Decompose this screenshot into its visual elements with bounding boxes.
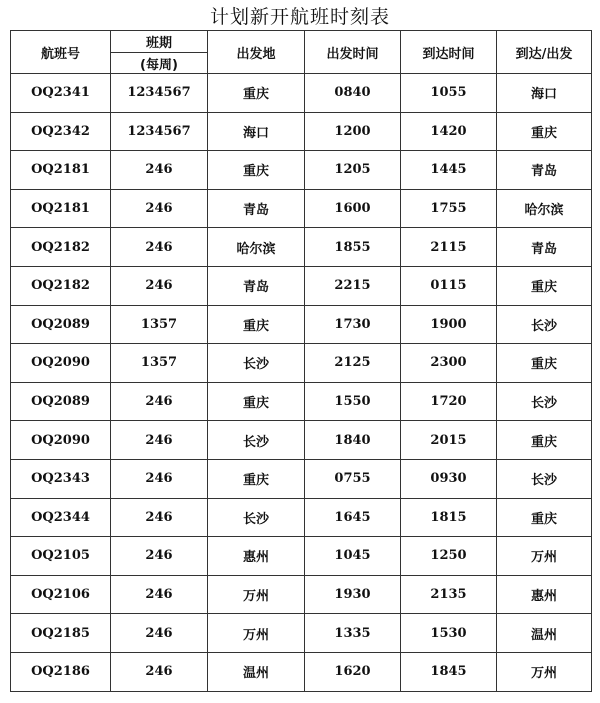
arrive-time-cell: 2135	[401, 575, 497, 614]
origin-cell: 青岛	[208, 266, 305, 305]
table-body	[11, 74, 592, 692]
depart-time-cell: 1550	[305, 382, 401, 421]
table-row	[11, 537, 592, 576]
origin-cell: 重庆	[208, 305, 305, 344]
flight-no-cell: OQ2089	[11, 305, 111, 344]
page-title: 计划新开航班时刻表	[209, 6, 390, 28]
depart-time-cell: 1620	[305, 652, 401, 691]
table-row	[11, 459, 592, 498]
flight-no-cell: OQ2182	[11, 266, 111, 305]
destination-cell: 惠州	[497, 575, 592, 614]
table-header-row	[11, 31, 592, 53]
schedule-days-cell: 246	[111, 575, 208, 614]
flight-no-cell: OQ2343	[11, 459, 111, 498]
table-row	[11, 189, 592, 228]
destination-cell: 重庆	[497, 344, 592, 383]
depart-time-cell: 2125	[305, 344, 401, 383]
origin-cell: 重庆	[208, 459, 305, 498]
depart-time-cell: 1645	[305, 498, 401, 537]
destination-cell: 长沙	[497, 459, 592, 498]
flight-no-cell: OQ2181	[11, 189, 111, 228]
origin-cell: 长沙	[208, 344, 305, 383]
arrive-time-cell: 1815	[401, 498, 497, 537]
schedule-days-cell: 246	[111, 266, 208, 305]
destination-cell: 哈尔滨	[497, 189, 592, 228]
origin-cell: 哈尔滨	[208, 228, 305, 267]
destination-cell: 万州	[497, 537, 592, 576]
flight-no-cell: OQ2182	[11, 228, 111, 267]
table-row	[11, 614, 592, 653]
origin-cell: 海口	[208, 112, 305, 151]
schedule-days-cell: 1234567	[111, 112, 208, 151]
origin-cell: 青岛	[208, 189, 305, 228]
schedule-days-cell: 246	[111, 614, 208, 653]
header-depart-time: 出发时间	[305, 31, 401, 74]
schedule-days-cell: 1234567	[111, 74, 208, 113]
flight-no-cell: OQ2185	[11, 614, 111, 653]
origin-cell: 重庆	[208, 151, 305, 190]
schedule-days-cell: 246	[111, 382, 208, 421]
table-row	[11, 575, 592, 614]
origin-cell: 万州	[208, 575, 305, 614]
flight-no-cell: OQ2089	[11, 382, 111, 421]
schedule-days-cell: 246	[111, 151, 208, 190]
flight-no-cell: OQ2186	[11, 652, 111, 691]
arrive-time-cell: 1900	[401, 305, 497, 344]
flight-no-cell: OQ2090	[11, 344, 111, 383]
arrive-time-cell: 1250	[401, 537, 497, 576]
table-row	[11, 344, 592, 383]
schedule-days-cell: 246	[111, 498, 208, 537]
header-origin: 出发地	[208, 31, 305, 74]
depart-time-cell: 1840	[305, 421, 401, 460]
schedule-days-cell: 246	[111, 228, 208, 267]
table-row	[11, 421, 592, 460]
depart-time-cell: 1855	[305, 228, 401, 267]
depart-time-cell: 1205	[305, 151, 401, 190]
flight-no-cell: OQ2090	[11, 421, 111, 460]
header-destination: 到达/出发	[497, 31, 592, 74]
arrive-time-cell: 0930	[401, 459, 497, 498]
flight-schedule-table	[10, 30, 592, 692]
arrive-time-cell: 1055	[401, 74, 497, 113]
destination-cell: 长沙	[497, 305, 592, 344]
destination-cell: 重庆	[497, 266, 592, 305]
table-row	[11, 382, 592, 421]
destination-cell: 万州	[497, 652, 592, 691]
schedule-days-cell: 246	[111, 537, 208, 576]
table-row	[11, 151, 592, 190]
flight-no-cell: OQ2344	[11, 498, 111, 537]
depart-time-cell: 1730	[305, 305, 401, 344]
flight-no-cell: OQ2106	[11, 575, 111, 614]
destination-cell: 温州	[497, 614, 592, 653]
origin-cell: 惠州	[208, 537, 305, 576]
destination-cell: 重庆	[497, 421, 592, 460]
schedule-days-cell: 1357	[111, 305, 208, 344]
header-schedule-sub: (每周)	[111, 53, 208, 74]
flight-no-cell: OQ2342	[11, 112, 111, 151]
origin-cell: 长沙	[208, 421, 305, 460]
arrive-time-cell: 2115	[401, 228, 497, 267]
depart-time-cell: 1200	[305, 112, 401, 151]
table-row	[11, 652, 592, 691]
table-row	[11, 305, 592, 344]
origin-cell: 长沙	[208, 498, 305, 537]
depart-time-cell: 1600	[305, 189, 401, 228]
header-schedule: 班期	[111, 31, 208, 53]
schedule-days-cell: 246	[111, 652, 208, 691]
flight-no-cell: OQ2105	[11, 537, 111, 576]
origin-cell: 重庆	[208, 382, 305, 421]
depart-time-cell: 0840	[305, 74, 401, 113]
depart-time-cell: 1335	[305, 614, 401, 653]
destination-cell: 重庆	[497, 498, 592, 537]
origin-cell: 重庆	[208, 74, 305, 113]
table-row	[11, 266, 592, 305]
origin-cell: 万州	[208, 614, 305, 653]
destination-cell: 海口	[497, 74, 592, 113]
arrive-time-cell: 2015	[401, 421, 497, 460]
destination-cell: 重庆	[497, 112, 592, 151]
table-row	[11, 228, 592, 267]
schedule-days-cell: 246	[111, 421, 208, 460]
table-row	[11, 74, 592, 113]
destination-cell: 长沙	[497, 382, 592, 421]
depart-time-cell: 1930	[305, 575, 401, 614]
arrive-time-cell: 2300	[401, 344, 497, 383]
schedule-days-cell: 1357	[111, 344, 208, 383]
origin-cell: 温州	[208, 652, 305, 691]
destination-cell: 青岛	[497, 151, 592, 190]
flight-no-cell: OQ2181	[11, 151, 111, 190]
schedule-days-cell: 246	[111, 459, 208, 498]
arrive-time-cell: 1445	[401, 151, 497, 190]
arrive-time-cell: 1755	[401, 189, 497, 228]
depart-time-cell: 0755	[305, 459, 401, 498]
header-flight-no: 航班号	[11, 31, 111, 74]
arrive-time-cell: 1720	[401, 382, 497, 421]
depart-time-cell: 1045	[305, 537, 401, 576]
schedule-days-cell: 246	[111, 189, 208, 228]
flight-no-cell: OQ2341	[11, 74, 111, 113]
arrive-time-cell: 1420	[401, 112, 497, 151]
arrive-time-cell: 0115	[401, 266, 497, 305]
header-arrive-time: 到达时间	[401, 31, 497, 74]
table-row	[11, 498, 592, 537]
arrive-time-cell: 1530	[401, 614, 497, 653]
destination-cell: 青岛	[497, 228, 592, 267]
table-row	[11, 112, 592, 151]
depart-time-cell: 2215	[305, 266, 401, 305]
arrive-time-cell: 1845	[401, 652, 497, 691]
